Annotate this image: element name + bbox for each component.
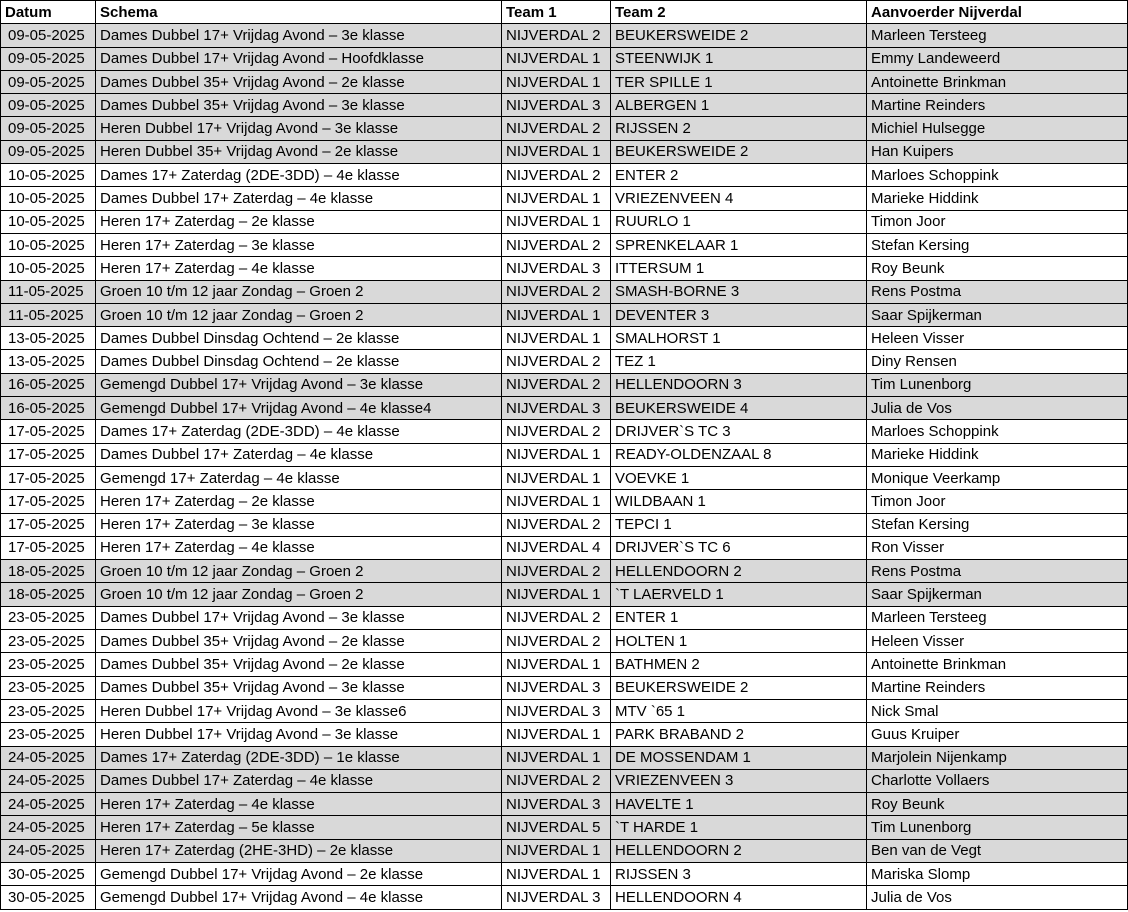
cell-schema: Heren Dubbel 17+ Vrijdag Avond – 3e klasse — [96, 117, 502, 140]
cell-team2: HOLTEN 1 — [611, 630, 867, 653]
cell-team1: NIJVERDAL 1 — [502, 746, 611, 769]
cell-aanvoerder: Marloes Schoppink — [867, 164, 1128, 187]
cell-schema: Groen 10 t/m 12 jaar Zondag – Groen 2 — [96, 303, 502, 326]
cell-team1: NIJVERDAL 1 — [502, 839, 611, 862]
table-row — [1, 862, 1128, 885]
cell-schema: Groen 10 t/m 12 jaar Zondag – Groen 2 — [96, 583, 502, 606]
cell-aanvoerder: Mariska Slomp — [867, 862, 1128, 885]
table-row — [1, 490, 1128, 513]
cell-schema: Dames Dubbel 35+ Vrijdag Avond – 2e klasse — [96, 653, 502, 676]
cell-schema: Heren 17+ Zaterdag – 2e klasse — [96, 490, 502, 513]
cell-team1: NIJVERDAL 1 — [502, 583, 611, 606]
cell-aanvoerder: Han Kuipers — [867, 140, 1128, 163]
cell-team1: NIJVERDAL 2 — [502, 117, 611, 140]
cell-team2: VRIEZENVEEN 4 — [611, 187, 867, 210]
cell-schema: Heren 17+ Zaterdag (2HE-3HD) – 2e klasse — [96, 839, 502, 862]
cell-schema: Heren Dubbel 17+ Vrijdag Avond – 3e klasse6 — [96, 699, 502, 722]
cell-aanvoerder: Heleen Visser — [867, 630, 1128, 653]
header-aanvoerder: Aanvoerder Nijverdal — [867, 1, 1128, 24]
cell-team2: DE MOSSENDAM 1 — [611, 746, 867, 769]
cell-datum: 23-05-2025 — [1, 723, 96, 746]
table-row — [1, 303, 1128, 326]
cell-datum: 09-05-2025 — [1, 94, 96, 117]
cell-team1: NIJVERDAL 3 — [502, 699, 611, 722]
cell-datum: 17-05-2025 — [1, 513, 96, 536]
cell-team2: HELLENDOORN 4 — [611, 886, 867, 909]
cell-datum: 17-05-2025 — [1, 536, 96, 559]
cell-aanvoerder: Stefan Kersing — [867, 513, 1128, 536]
cell-schema: Dames Dubbel 35+ Vrijdag Avond – 3e klasse — [96, 94, 502, 117]
table-row — [1, 793, 1128, 816]
cell-team1: NIJVERDAL 2 — [502, 233, 611, 256]
table-row — [1, 280, 1128, 303]
cell-datum: 24-05-2025 — [1, 769, 96, 792]
table-row — [1, 70, 1128, 93]
table-row — [1, 676, 1128, 699]
table-row — [1, 653, 1128, 676]
cell-datum: 10-05-2025 — [1, 210, 96, 233]
cell-team1: NIJVERDAL 3 — [502, 257, 611, 280]
table-row — [1, 257, 1128, 280]
cell-datum: 30-05-2025 — [1, 862, 96, 885]
cell-datum: 17-05-2025 — [1, 490, 96, 513]
cell-schema: Dames Dubbel 35+ Vrijdag Avond – 2e klasse — [96, 630, 502, 653]
table-row — [1, 536, 1128, 559]
cell-datum: 17-05-2025 — [1, 466, 96, 489]
cell-team2: HELLENDOORN 2 — [611, 560, 867, 583]
table-row — [1, 327, 1128, 350]
cell-schema: Dames Dubbel 17+ Zaterdag – 4e klasse — [96, 769, 502, 792]
cell-schema: Heren 17+ Zaterdag – 4e klasse — [96, 793, 502, 816]
table-row — [1, 117, 1128, 140]
cell-team1: NIJVERDAL 2 — [502, 164, 611, 187]
table-row — [1, 466, 1128, 489]
cell-schema: Dames 17+ Zaterdag (2DE-3DD) – 1e klasse — [96, 746, 502, 769]
cell-datum: 10-05-2025 — [1, 233, 96, 256]
cell-team1: NIJVERDAL 3 — [502, 676, 611, 699]
cell-team2: STEENWIJK 1 — [611, 47, 867, 70]
cell-aanvoerder: Saar Spijkerman — [867, 303, 1128, 326]
cell-team1: NIJVERDAL 1 — [502, 443, 611, 466]
cell-team2: ENTER 1 — [611, 606, 867, 629]
cell-schema: Heren 17+ Zaterdag – 5e klasse — [96, 816, 502, 839]
cell-aanvoerder: Marieke Hiddink — [867, 443, 1128, 466]
cell-team1: NIJVERDAL 1 — [502, 862, 611, 885]
cell-datum: 10-05-2025 — [1, 187, 96, 210]
table-row — [1, 373, 1128, 396]
cell-datum: 23-05-2025 — [1, 699, 96, 722]
cell-team1: NIJVERDAL 2 — [502, 24, 611, 47]
cell-aanvoerder: Timon Joor — [867, 490, 1128, 513]
cell-aanvoerder: Nick Smal — [867, 699, 1128, 722]
cell-schema: Dames 17+ Zaterdag (2DE-3DD) – 4e klasse — [96, 420, 502, 443]
table-row — [1, 513, 1128, 536]
cell-datum: 24-05-2025 — [1, 746, 96, 769]
cell-datum: 18-05-2025 — [1, 560, 96, 583]
cell-schema: Dames 17+ Zaterdag (2DE-3DD) – 4e klasse — [96, 164, 502, 187]
cell-aanvoerder: Marleen Tersteeg — [867, 606, 1128, 629]
cell-team1: NIJVERDAL 2 — [502, 373, 611, 396]
cell-team1: NIJVERDAL 3 — [502, 886, 611, 909]
cell-team1: NIJVERDAL 1 — [502, 723, 611, 746]
table-row — [1, 420, 1128, 443]
cell-aanvoerder: Charlotte Vollaers — [867, 769, 1128, 792]
cell-schema: Dames Dubbel 17+ Zaterdag – 4e klasse — [96, 187, 502, 210]
cell-team2: READY-OLDENZAAL 8 — [611, 443, 867, 466]
cell-team2: ENTER 2 — [611, 164, 867, 187]
table-row — [1, 769, 1128, 792]
cell-schema: Heren 17+ Zaterdag – 4e klasse — [96, 536, 502, 559]
cell-schema: Heren 17+ Zaterdag – 3e klasse — [96, 233, 502, 256]
table-row — [1, 94, 1128, 117]
cell-aanvoerder: Marloes Schoppink — [867, 420, 1128, 443]
cell-schema: Groen 10 t/m 12 jaar Zondag – Groen 2 — [96, 280, 502, 303]
cell-team2: SMASH-BORNE 3 — [611, 280, 867, 303]
cell-datum: 09-05-2025 — [1, 117, 96, 140]
cell-team2: BATHMEN 2 — [611, 653, 867, 676]
table-row — [1, 24, 1128, 47]
cell-datum: 24-05-2025 — [1, 793, 96, 816]
cell-aanvoerder: Michiel Hulsegge — [867, 117, 1128, 140]
cell-schema: Groen 10 t/m 12 jaar Zondag – Groen 2 — [96, 560, 502, 583]
cell-datum: 24-05-2025 — [1, 839, 96, 862]
cell-datum: 23-05-2025 — [1, 676, 96, 699]
cell-aanvoerder: Roy Beunk — [867, 257, 1128, 280]
cell-datum: 16-05-2025 — [1, 373, 96, 396]
cell-schema: Heren Dubbel 17+ Vrijdag Avond – 3e klasse — [96, 723, 502, 746]
cell-datum: 24-05-2025 — [1, 816, 96, 839]
cell-team2: BEUKERSWEIDE 2 — [611, 140, 867, 163]
cell-team1: NIJVERDAL 2 — [502, 606, 611, 629]
cell-team2: RIJSSEN 3 — [611, 862, 867, 885]
cell-datum: 09-05-2025 — [1, 70, 96, 93]
cell-aanvoerder: Marieke Hiddink — [867, 187, 1128, 210]
cell-team2: ALBERGEN 1 — [611, 94, 867, 117]
cell-datum: 13-05-2025 — [1, 350, 96, 373]
cell-team2: SPRENKELAAR 1 — [611, 233, 867, 256]
table-row — [1, 606, 1128, 629]
cell-team1: NIJVERDAL 1 — [502, 490, 611, 513]
table-row — [1, 350, 1128, 373]
header-schema: Schema — [96, 1, 502, 24]
cell-team2: PARK BRABAND 2 — [611, 723, 867, 746]
table-row — [1, 140, 1128, 163]
cell-team1: NIJVERDAL 1 — [502, 140, 611, 163]
cell-aanvoerder: Diny Rensen — [867, 350, 1128, 373]
cell-aanvoerder: Heleen Visser — [867, 327, 1128, 350]
cell-team1: NIJVERDAL 1 — [502, 187, 611, 210]
cell-schema: Dames Dubbel 35+ Vrijdag Avond – 3e klasse — [96, 676, 502, 699]
table-row — [1, 816, 1128, 839]
cell-team2: MTV `65 1 — [611, 699, 867, 722]
cell-team1: NIJVERDAL 1 — [502, 70, 611, 93]
cell-team1: NIJVERDAL 3 — [502, 397, 611, 420]
cell-team1: NIJVERDAL 2 — [502, 560, 611, 583]
cell-team1: NIJVERDAL 1 — [502, 47, 611, 70]
cell-datum: 16-05-2025 — [1, 397, 96, 420]
cell-aanvoerder: Saar Spijkerman — [867, 583, 1128, 606]
cell-datum: 09-05-2025 — [1, 24, 96, 47]
cell-aanvoerder: Ron Visser — [867, 536, 1128, 559]
cell-team1: NIJVERDAL 5 — [502, 816, 611, 839]
cell-aanvoerder: Julia de Vos — [867, 886, 1128, 909]
cell-aanvoerder: Tim Lunenborg — [867, 373, 1128, 396]
cell-aanvoerder: Guus Kruiper — [867, 723, 1128, 746]
cell-team2: TER SPILLE 1 — [611, 70, 867, 93]
cell-schema: Gemengd Dubbel 17+ Vrijdag Avond – 2e klasse — [96, 862, 502, 885]
cell-aanvoerder: Monique Veerkamp — [867, 466, 1128, 489]
cell-schema: Dames Dubbel Dinsdag Ochtend – 2e klasse — [96, 327, 502, 350]
cell-aanvoerder: Ben van de Vegt — [867, 839, 1128, 862]
table-row — [1, 47, 1128, 70]
cell-schema: Dames Dubbel 17+ Vrijdag Avond – 3e klasse — [96, 606, 502, 629]
cell-team1: NIJVERDAL 1 — [502, 303, 611, 326]
cell-datum: 23-05-2025 — [1, 653, 96, 676]
cell-datum: 11-05-2025 — [1, 280, 96, 303]
cell-team2: DRIJVER`S TC 6 — [611, 536, 867, 559]
cell-aanvoerder: Rens Postma — [867, 280, 1128, 303]
header-datum: Datum — [1, 1, 96, 24]
table-row — [1, 723, 1128, 746]
cell-team2: BEUKERSWEIDE 2 — [611, 24, 867, 47]
cell-datum: 09-05-2025 — [1, 140, 96, 163]
cell-schema: Dames Dubbel 17+ Vrijdag Avond – 3e klasse — [96, 24, 502, 47]
cell-aanvoerder: Rens Postma — [867, 560, 1128, 583]
header-row — [1, 1, 1128, 24]
cell-schema: Gemengd Dubbel 17+ Vrijdag Avond – 4e klasse4 — [96, 397, 502, 420]
cell-team2: TEPCI 1 — [611, 513, 867, 536]
cell-team1: NIJVERDAL 2 — [502, 420, 611, 443]
cell-schema: Heren 17+ Zaterdag – 3e klasse — [96, 513, 502, 536]
cell-team1: NIJVERDAL 2 — [502, 350, 611, 373]
cell-datum: 10-05-2025 — [1, 164, 96, 187]
cell-datum: 18-05-2025 — [1, 583, 96, 606]
cell-team1: NIJVERDAL 1 — [502, 466, 611, 489]
cell-team1: NIJVERDAL 1 — [502, 653, 611, 676]
cell-team2: VRIEZENVEEN 3 — [611, 769, 867, 792]
cell-schema: Dames Dubbel 17+ Vrijdag Avond – Hoofdklasse — [96, 47, 502, 70]
table-row — [1, 583, 1128, 606]
cell-schema: Dames Dubbel Dinsdag Ochtend – 2e klasse — [96, 350, 502, 373]
cell-datum: 10-05-2025 — [1, 257, 96, 280]
cell-team2: RIJSSEN 2 — [611, 117, 867, 140]
cell-team1: NIJVERDAL 2 — [502, 280, 611, 303]
cell-team2: HELLENDOORN 3 — [611, 373, 867, 396]
cell-team1: NIJVERDAL 4 — [502, 536, 611, 559]
cell-aanvoerder: Marleen Tersteeg — [867, 24, 1128, 47]
cell-datum: 23-05-2025 — [1, 630, 96, 653]
cell-team2: RUURLO 1 — [611, 210, 867, 233]
table-row — [1, 560, 1128, 583]
cell-datum: 09-05-2025 — [1, 47, 96, 70]
schedule-body — [1, 24, 1128, 909]
table-row — [1, 233, 1128, 256]
cell-team2: VOEVKE 1 — [611, 466, 867, 489]
cell-aanvoerder: Tim Lunenborg — [867, 816, 1128, 839]
cell-datum: 17-05-2025 — [1, 443, 96, 466]
cell-team1: NIJVERDAL 1 — [502, 327, 611, 350]
cell-team2: TEZ 1 — [611, 350, 867, 373]
cell-team2: SMALHORST 1 — [611, 327, 867, 350]
cell-schema: Heren 17+ Zaterdag – 2e klasse — [96, 210, 502, 233]
cell-datum: 13-05-2025 — [1, 327, 96, 350]
cell-schema: Dames Dubbel 35+ Vrijdag Avond – 2e klasse — [96, 70, 502, 93]
cell-team2: HELLENDOORN 2 — [611, 839, 867, 862]
cell-aanvoerder: Antoinette Brinkman — [867, 653, 1128, 676]
cell-team1: NIJVERDAL 2 — [502, 769, 611, 792]
cell-team2: DRIJVER`S TC 3 — [611, 420, 867, 443]
cell-schema: Gemengd Dubbel 17+ Vrijdag Avond – 3e klasse — [96, 373, 502, 396]
cell-team2: `T LAERVELD 1 — [611, 583, 867, 606]
header-team1: Team 1 — [502, 1, 611, 24]
cell-team2: HAVELTE 1 — [611, 793, 867, 816]
cell-schema: Heren 17+ Zaterdag – 4e klasse — [96, 257, 502, 280]
cell-team2: BEUKERSWEIDE 4 — [611, 397, 867, 420]
cell-aanvoerder: Emmy Landeweerd — [867, 47, 1128, 70]
table-row — [1, 210, 1128, 233]
table-row — [1, 886, 1128, 909]
table-row — [1, 397, 1128, 420]
cell-team1: NIJVERDAL 1 — [502, 210, 611, 233]
header-team2: Team 2 — [611, 1, 867, 24]
cell-datum: 17-05-2025 — [1, 420, 96, 443]
cell-team2: WILDBAAN 1 — [611, 490, 867, 513]
cell-team1: NIJVERDAL 3 — [502, 793, 611, 816]
table-row — [1, 630, 1128, 653]
cell-aanvoerder: Roy Beunk — [867, 793, 1128, 816]
cell-aanvoerder: Martine Reinders — [867, 676, 1128, 699]
cell-aanvoerder: Julia de Vos — [867, 397, 1128, 420]
cell-team2: ITTERSUM 1 — [611, 257, 867, 280]
cell-aanvoerder: Timon Joor — [867, 210, 1128, 233]
cell-aanvoerder: Stefan Kersing — [867, 233, 1128, 256]
cell-team1: NIJVERDAL 2 — [502, 513, 611, 536]
cell-team2: DEVENTER 3 — [611, 303, 867, 326]
cell-schema: Gemengd Dubbel 17+ Vrijdag Avond – 4e klasse — [96, 886, 502, 909]
cell-datum: 30-05-2025 — [1, 886, 96, 909]
table-row — [1, 699, 1128, 722]
cell-team2: `T HARDE 1 — [611, 816, 867, 839]
table-row — [1, 443, 1128, 466]
cell-aanvoerder: Antoinette Brinkman — [867, 70, 1128, 93]
cell-datum: 11-05-2025 — [1, 303, 96, 326]
cell-schema: Dames Dubbel 17+ Zaterdag – 4e klasse — [96, 443, 502, 466]
table-row — [1, 839, 1128, 862]
table-row — [1, 164, 1128, 187]
cell-schema: Gemengd 17+ Zaterdag – 4e klasse — [96, 466, 502, 489]
cell-schema: Heren Dubbel 35+ Vrijdag Avond – 2e klasse — [96, 140, 502, 163]
table-row — [1, 746, 1128, 769]
cell-aanvoerder: Martine Reinders — [867, 94, 1128, 117]
cell-datum: 23-05-2025 — [1, 606, 96, 629]
cell-aanvoerder: Marjolein Nijenkamp — [867, 746, 1128, 769]
cell-team1: NIJVERDAL 2 — [502, 630, 611, 653]
cell-team2: BEUKERSWEIDE 2 — [611, 676, 867, 699]
cell-team1: NIJVERDAL 3 — [502, 94, 611, 117]
table-row — [1, 187, 1128, 210]
